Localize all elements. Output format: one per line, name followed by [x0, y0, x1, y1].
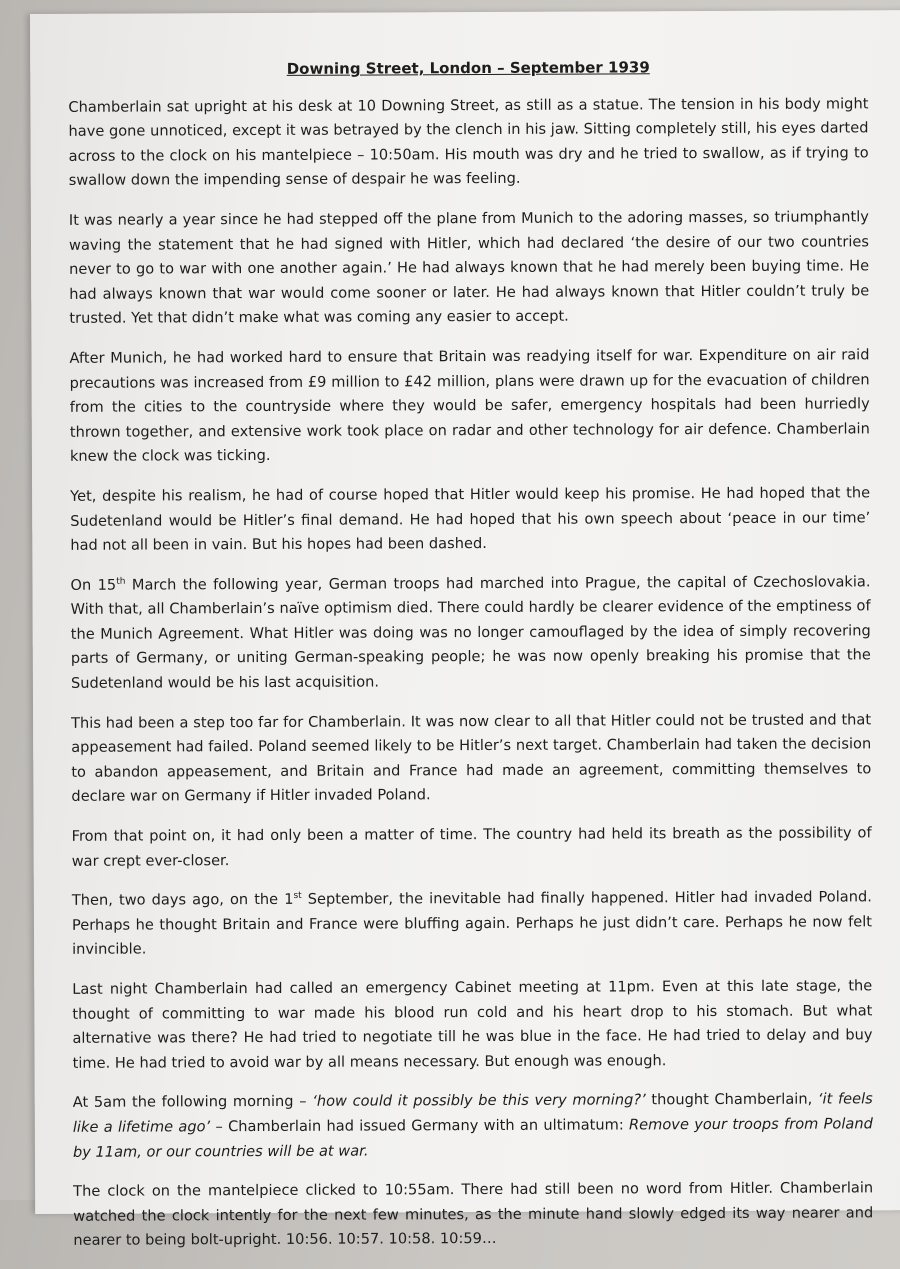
paragraph-3: After Munich, he had worked hard to ensure that Britain was readying itself for war. Expenditure on air raid precautions was increased from £9 million to £42 million, plans were drawn up for the evacuation of children from the cities to the countryside where they would be safer, emergency hospitals had been hurriedly thrown together, and extensive work took place on radar and other technology for air defence. Chamberlain knew the clock was ticking. — [69, 346, 870, 466]
paragraph-8-rest: September, the inevitable had finally happened. Hitler had invaded Poland. Perhaps he thought Britain and France were bluffing again. Perhaps he just didn’t care. Perhaps he now felt invincible. — [71, 888, 873, 959]
document-body — [68, 54, 873, 1268]
paragraph-4: Yet, despite his realism, he had of course hoped that Hitler would keep his promise. He had hoped that the Sudetenland would be Hitler’s final demand. He had hoped that his own speech about ‘peace in our time’ had not all been in vain. But his hopes had been dashed. — [70, 484, 871, 554]
paragraph-8-start: Then, two days ago, on the 1 — [71, 891, 294, 910]
paper-sheet — [30, 10, 900, 1250]
paragraph-5-start: On 15 — [70, 576, 117, 594]
inner-thought-1: ‘how could it possibly be this very morning?’ — [312, 1091, 646, 1111]
paragraph-6: This had been a step too far for Chamberlain. It was now clear to all that Hitler could not be trusted and that appeasement had failed. Poland seemed likely to be Hitler’s next target. Chamberlain had taken the decision to abandon appeasement, and Britain and France had made an agreement, committing themselves to declare war on Germany if Hitler invaded Poland. — [71, 710, 872, 806]
paragraph-10-part-a: At 5am the following morning – — [72, 1093, 313, 1112]
paragraph-7: From that point on, it had only been a matter of time. The country had held its breath as the possibility of war crept ever-closer. — [71, 824, 872, 870]
paragraph-9: Last night Chamberlain had called an emergency Cabinet meeting at 11pm. Even at this late stage, the thought of committing to war made his blood run cold and his heart drop to his stomach. But what alternative was there? He had tried to negotiate till he was blue in the face. He had tried to delay and buy time. He had tried to avoid war by all means necessary. But enough was enough. — [72, 977, 873, 1072]
paragraph-5 — [70, 570, 871, 696]
document-title: Downing Street, London – September 1939 — [286, 58, 650, 78]
paragraph-10 — [73, 1088, 873, 1165]
paragraph-10-part-c: thought Chamberlain, — [645, 1090, 818, 1109]
paragraph-11: The clock on the mantelpiece clicked to 10:55am. There had still been no word from Hitler. Chamberlain watched the clock intently for the next few minutes, as the minute hand slowly edged its way nearer and nearer to being bolt-upright. 10:56. 10:57. 10:58. 10:59… — [73, 1179, 874, 1250]
ordinal-suffix: st — [293, 891, 302, 902]
ordinal-suffix: th — [116, 576, 126, 587]
paragraph-5-rest: March the following year, German troops had marched into Prague, the capital of Czechoslovakia. With that, all Chamberlain’s naïve optimism died. There could hardly be clearer evidence of the emptiness of the Munich Agreement. What Hitler was doing was no longer camouflaged by the idea of simply recovering parts of Germany, or uniting German-speaking people; he was now openly breaking his promise that the Sudetenland would be his last acquisition. — [70, 573, 871, 692]
paragraph-10-part-e: – Chamberlain had issued Germany with an ultimatum: — [210, 1116, 630, 1136]
inner-thought-2: ‘it feels like a lifetime ago’ — [72, 1090, 873, 1136]
ultimatum-text: Remove your troops from Poland by 11am, or our countries will be at war. — [72, 1115, 873, 1161]
paragraph-1: Chamberlain sat upright at his desk at 10 Downing Street, as still as a statue. The tension in his body might have gone unnoticed, except it was betrayed by the clench in his jaw. Sitting completely still, his eyes darted across to the clock on his mantelpiece – 10:50am. His mouth was dry and he tried to swallow, as if trying to swallow down the impending sense of despair he was feeling. — [68, 94, 869, 190]
paragraph-8 — [72, 886, 872, 963]
paragraph-2: It was nearly a year since he had stepped off the plane from Munich to the adoring masses, so triumphantly waving the statement that he had signed with Hitler, which had declared ‘the desire of our two countries never to go to war with one another again.’ He had always known that he had merely been buying time. He had always known that war would come sooner or later. He had always known that Hitler couldn’t truly be trusted. Yet that didn’t make what was coming any easier to accept. — [68, 208, 870, 328]
